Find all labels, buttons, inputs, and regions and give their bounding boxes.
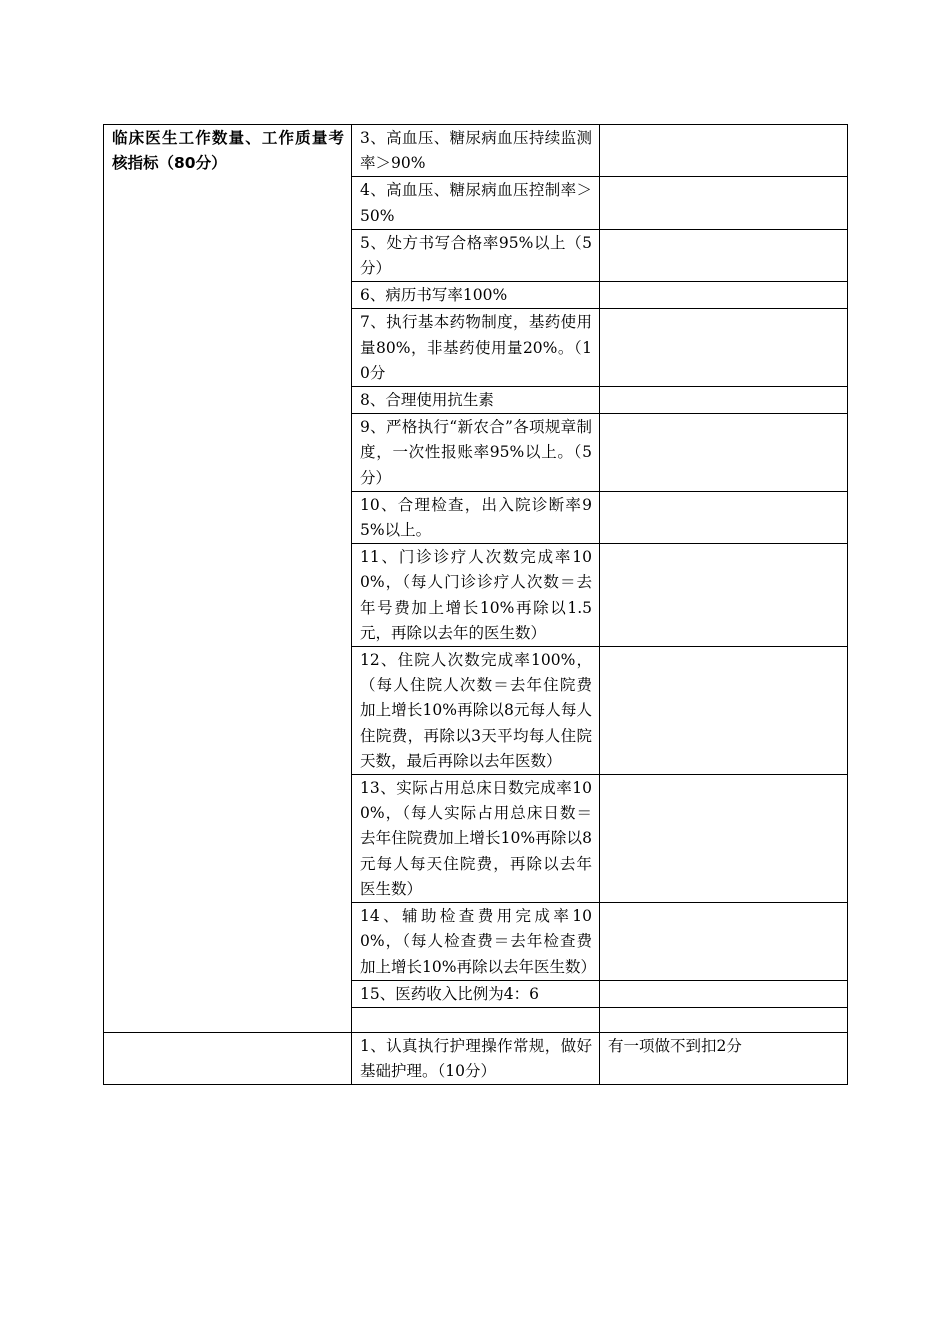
item-cell: 3、高血压、糖尿病血压持续监测率＞90% bbox=[352, 125, 600, 177]
item-cell: 8、合理使用抗生素 bbox=[352, 387, 600, 414]
item-cell: 13、实际占用总床日数完成率100%，（每人实际占用总床日数＝去年住院费加上增长10%再除以8元每人每天住院费，再除以去年医生数） bbox=[352, 775, 600, 903]
note-cell bbox=[600, 229, 848, 281]
note-cell bbox=[600, 1007, 848, 1032]
note-cell bbox=[600, 544, 848, 647]
note-cell bbox=[600, 125, 848, 177]
item-cell: 6、病历书写率100% bbox=[352, 282, 600, 309]
item-cell: 12、住院人次数完成率100%，（每人住院人次数＝去年住院费加上增长10%再除以8元每人每人住院费，再除以3天平均每人住院天数，最后再除以去年医数） bbox=[352, 647, 600, 775]
note-cell bbox=[600, 387, 848, 414]
category-cell bbox=[104, 1032, 352, 1084]
table-row bbox=[104, 1032, 848, 1084]
note-cell bbox=[600, 177, 848, 229]
note-cell bbox=[600, 903, 848, 981]
note-cell bbox=[600, 414, 848, 492]
item-cell: 10、合理检查，出入院诊断率95%以上。 bbox=[352, 491, 600, 543]
note-cell bbox=[600, 775, 848, 903]
item-cell: 9、严格执行“新农合”各项规章制度，一次性报账率95%以上。（5分） bbox=[352, 414, 600, 492]
note-cell bbox=[600, 980, 848, 1007]
item-cell bbox=[352, 1007, 600, 1032]
table-row bbox=[104, 125, 848, 177]
note-cell bbox=[600, 282, 848, 309]
item-cell: 14、辅助检查费用完成率100%，（每人检查费＝去年检查费加上增长10%再除以去年医生数） bbox=[352, 903, 600, 981]
item-cell: 4、高血压、糖尿病血压控制率＞50% bbox=[352, 177, 600, 229]
item-cell: 11、门诊诊疗人次数完成率100%，（每人门诊诊疗人次数＝去年号费加上增长10%再除以1.5元，再除以去年的医生数） bbox=[352, 544, 600, 647]
item-cell: 1、认真执行护理操作常规，做好基础护理。（10分） bbox=[352, 1032, 600, 1084]
item-cell: 15、医药收入比例为4：6 bbox=[352, 980, 600, 1007]
note-cell bbox=[600, 491, 848, 543]
assessment-table bbox=[103, 124, 848, 1085]
category-cell: 临床医生工作数量、工作质量考核指标（80分） bbox=[104, 125, 352, 1033]
note-cell bbox=[600, 309, 848, 387]
item-cell: 7、执行基本药物制度，基药使用量80%，非基药使用量20%。（10分 bbox=[352, 309, 600, 387]
item-cell: 5、处方书写合格率95%以上（5分） bbox=[352, 229, 600, 281]
note-cell: 有一项做不到扣2分 bbox=[600, 1032, 848, 1084]
note-cell bbox=[600, 647, 848, 775]
